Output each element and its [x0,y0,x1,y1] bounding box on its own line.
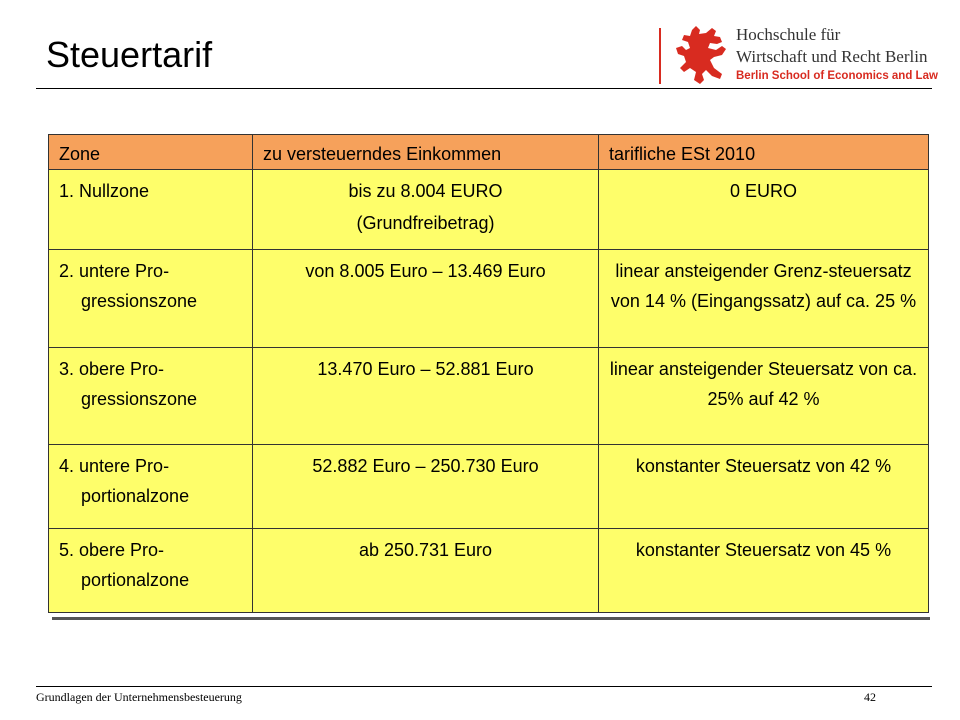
university-name-line2: Wirtschaft und Recht Berlin [736,47,928,66]
university-logo [668,24,938,88]
berlin-bear-icon [672,24,730,86]
logo-accent-bar [659,28,661,84]
table-row [49,529,929,613]
slide-title: Steuertarif [46,34,213,75]
tax-rate-table [48,134,929,613]
income-cell: 13.470 Euro – 52.881 Euro [253,348,599,445]
university-name-english: Berlin School of Economics and Law [736,70,938,82]
zone-cell: 3. obere Pro-gressionszone [59,359,198,409]
zone-cell: 1. Nullzone [59,181,150,201]
zone-cell: 2. untere Pro-gressionszone [59,261,198,311]
footer-divider [36,686,932,687]
page-number: 42 [864,690,876,704]
tax-cell: konstanter Steuersatz von 45 % [599,529,929,613]
table-row [49,250,929,348]
table-row [49,170,929,250]
footer-text: Grundlagen der Unternehmensbesteuerung [36,690,242,704]
income-cell: ab 250.731 Euro [253,529,599,613]
header-zone: Zone [49,135,253,170]
tax-cell: konstanter Steuersatz von 42 % [599,445,929,529]
table-header-row [49,135,929,170]
income-note: (Grundfreibetrag) [356,213,495,233]
tax-cell: 0 EURO [599,170,929,250]
zone-cell: 5. obere Pro-portionalzone [59,540,190,590]
income-cell: von 8.005 Euro – 13.469 Euro [253,250,599,348]
title-divider [36,88,932,89]
income-cell: bis zu 8.004 EURO [348,181,503,201]
zone-cell: 4. untere Pro-portionalzone [59,456,190,506]
table-row [49,348,929,445]
tax-cell: linear ansteigender Grenz-steuersatz von 14 % (Eingangssatz) auf ca. 25 % [599,250,929,348]
table-shadow [52,617,930,620]
header-income: zu versteuerndes Einkommen [253,135,599,170]
header-tax: tarifliche ESt 2010 [599,135,929,170]
university-name-line1: Hochschule für [736,25,841,44]
table-row [49,445,929,529]
income-cell: 52.882 Euro – 250.730 Euro [253,445,599,529]
tax-cell: linear ansteigender Steuersatz von ca. 25% auf 42 % [599,348,929,445]
